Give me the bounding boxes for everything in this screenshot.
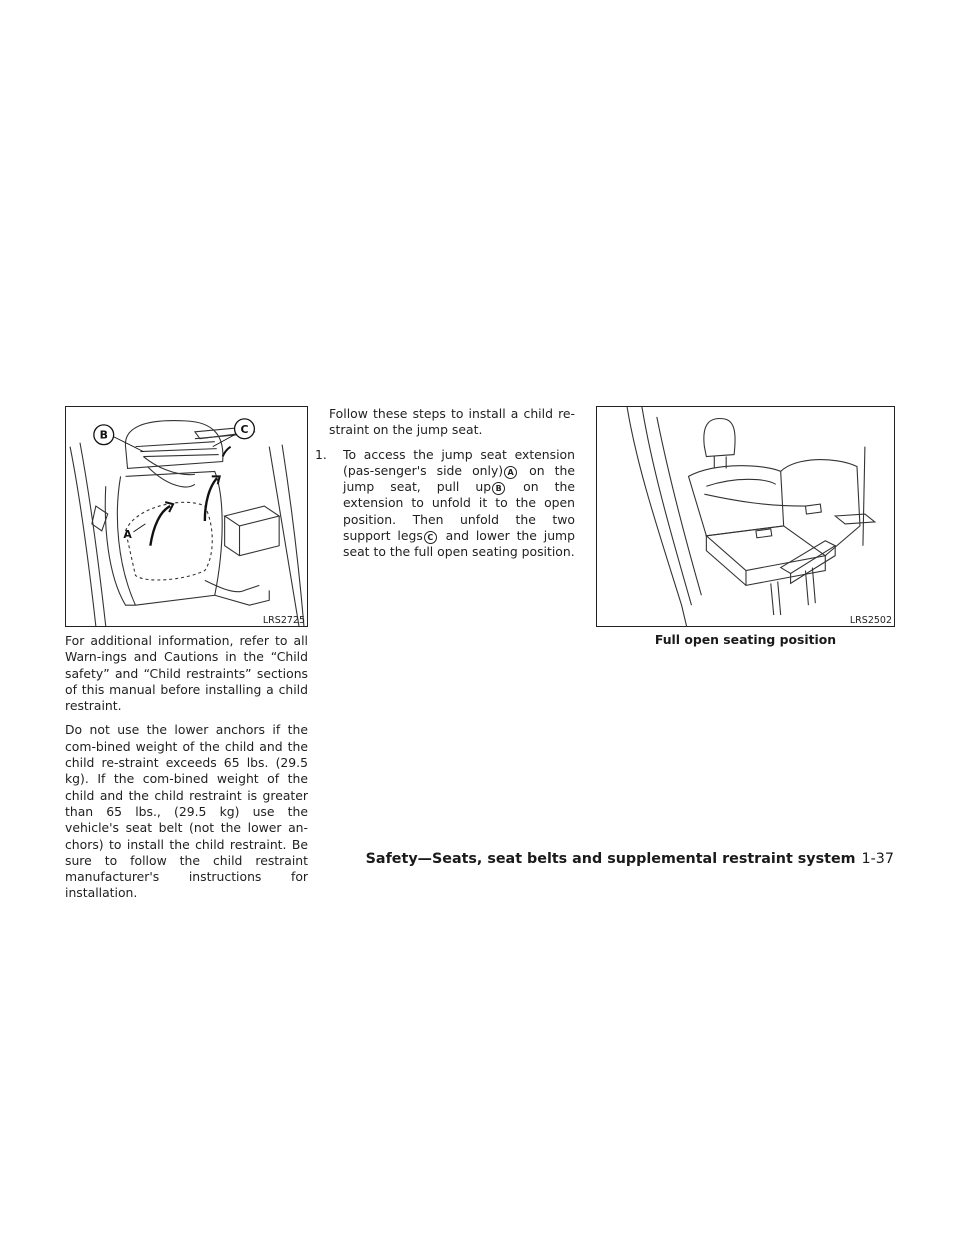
marker-b: B — [492, 482, 505, 495]
figure-code: LRS2725 — [262, 615, 305, 626]
figure-jump-seat-extension — [65, 406, 308, 627]
marker-c: C — [424, 531, 437, 544]
step-1 — [315, 446, 575, 561]
step-text: and lower the jump seat to the full open seating position. — [343, 528, 575, 560]
label-b: B — [99, 428, 108, 442]
step-text: To access the jump seat extension (pas-senger's side only) — [343, 446, 575, 478]
page-footer — [366, 851, 894, 867]
paragraph-lower-anchors: Do not use the lower anchors if the com-bined weight of the child and the child re-straint exceeds 65 lbs. (29.5 kg). If the com-bined weight of the child and the child restraint is greater than 65 lbs., (29.5 kg) use the vehicle's seat belt (not the lower an-chors) to install the child restraint. Be sure to follow the child restraint manufacturer's instructions for installation. — [65, 722, 308, 901]
full-open-seating-illustration — [597, 407, 894, 626]
paragraph-intro: Follow these steps to install a child re-straint on the jump seat. — [329, 406, 575, 438]
step-number: 1. — [315, 446, 327, 462]
page-number: 1-37 — [861, 851, 894, 867]
figure-caption: Full open seating position — [654, 632, 837, 647]
paragraph-additional-info: For additional information, refer to all Warn-ings and Cautions in the “Child safety” and “Child restraints” sections of this manual before installing a child restraint. — [65, 633, 308, 714]
section-title: Safety—Seats, seat belts and supplemental restraint system — [365, 851, 856, 867]
figure-code: LRS2502 — [849, 615, 892, 626]
middle-column — [315, 406, 575, 561]
marker-a: A — [504, 466, 517, 479]
figure-full-open-seating — [596, 406, 895, 627]
step-text: on the extension to unfold it to the open position. Then unfold the two support legs — [343, 479, 575, 544]
step-text: on the jump seat, pull up — [343, 462, 575, 495]
jump-seat-extension-illustration — [66, 407, 307, 626]
left-column — [65, 633, 308, 910]
label-a: A — [123, 527, 132, 541]
label-c: C — [240, 422, 249, 436]
